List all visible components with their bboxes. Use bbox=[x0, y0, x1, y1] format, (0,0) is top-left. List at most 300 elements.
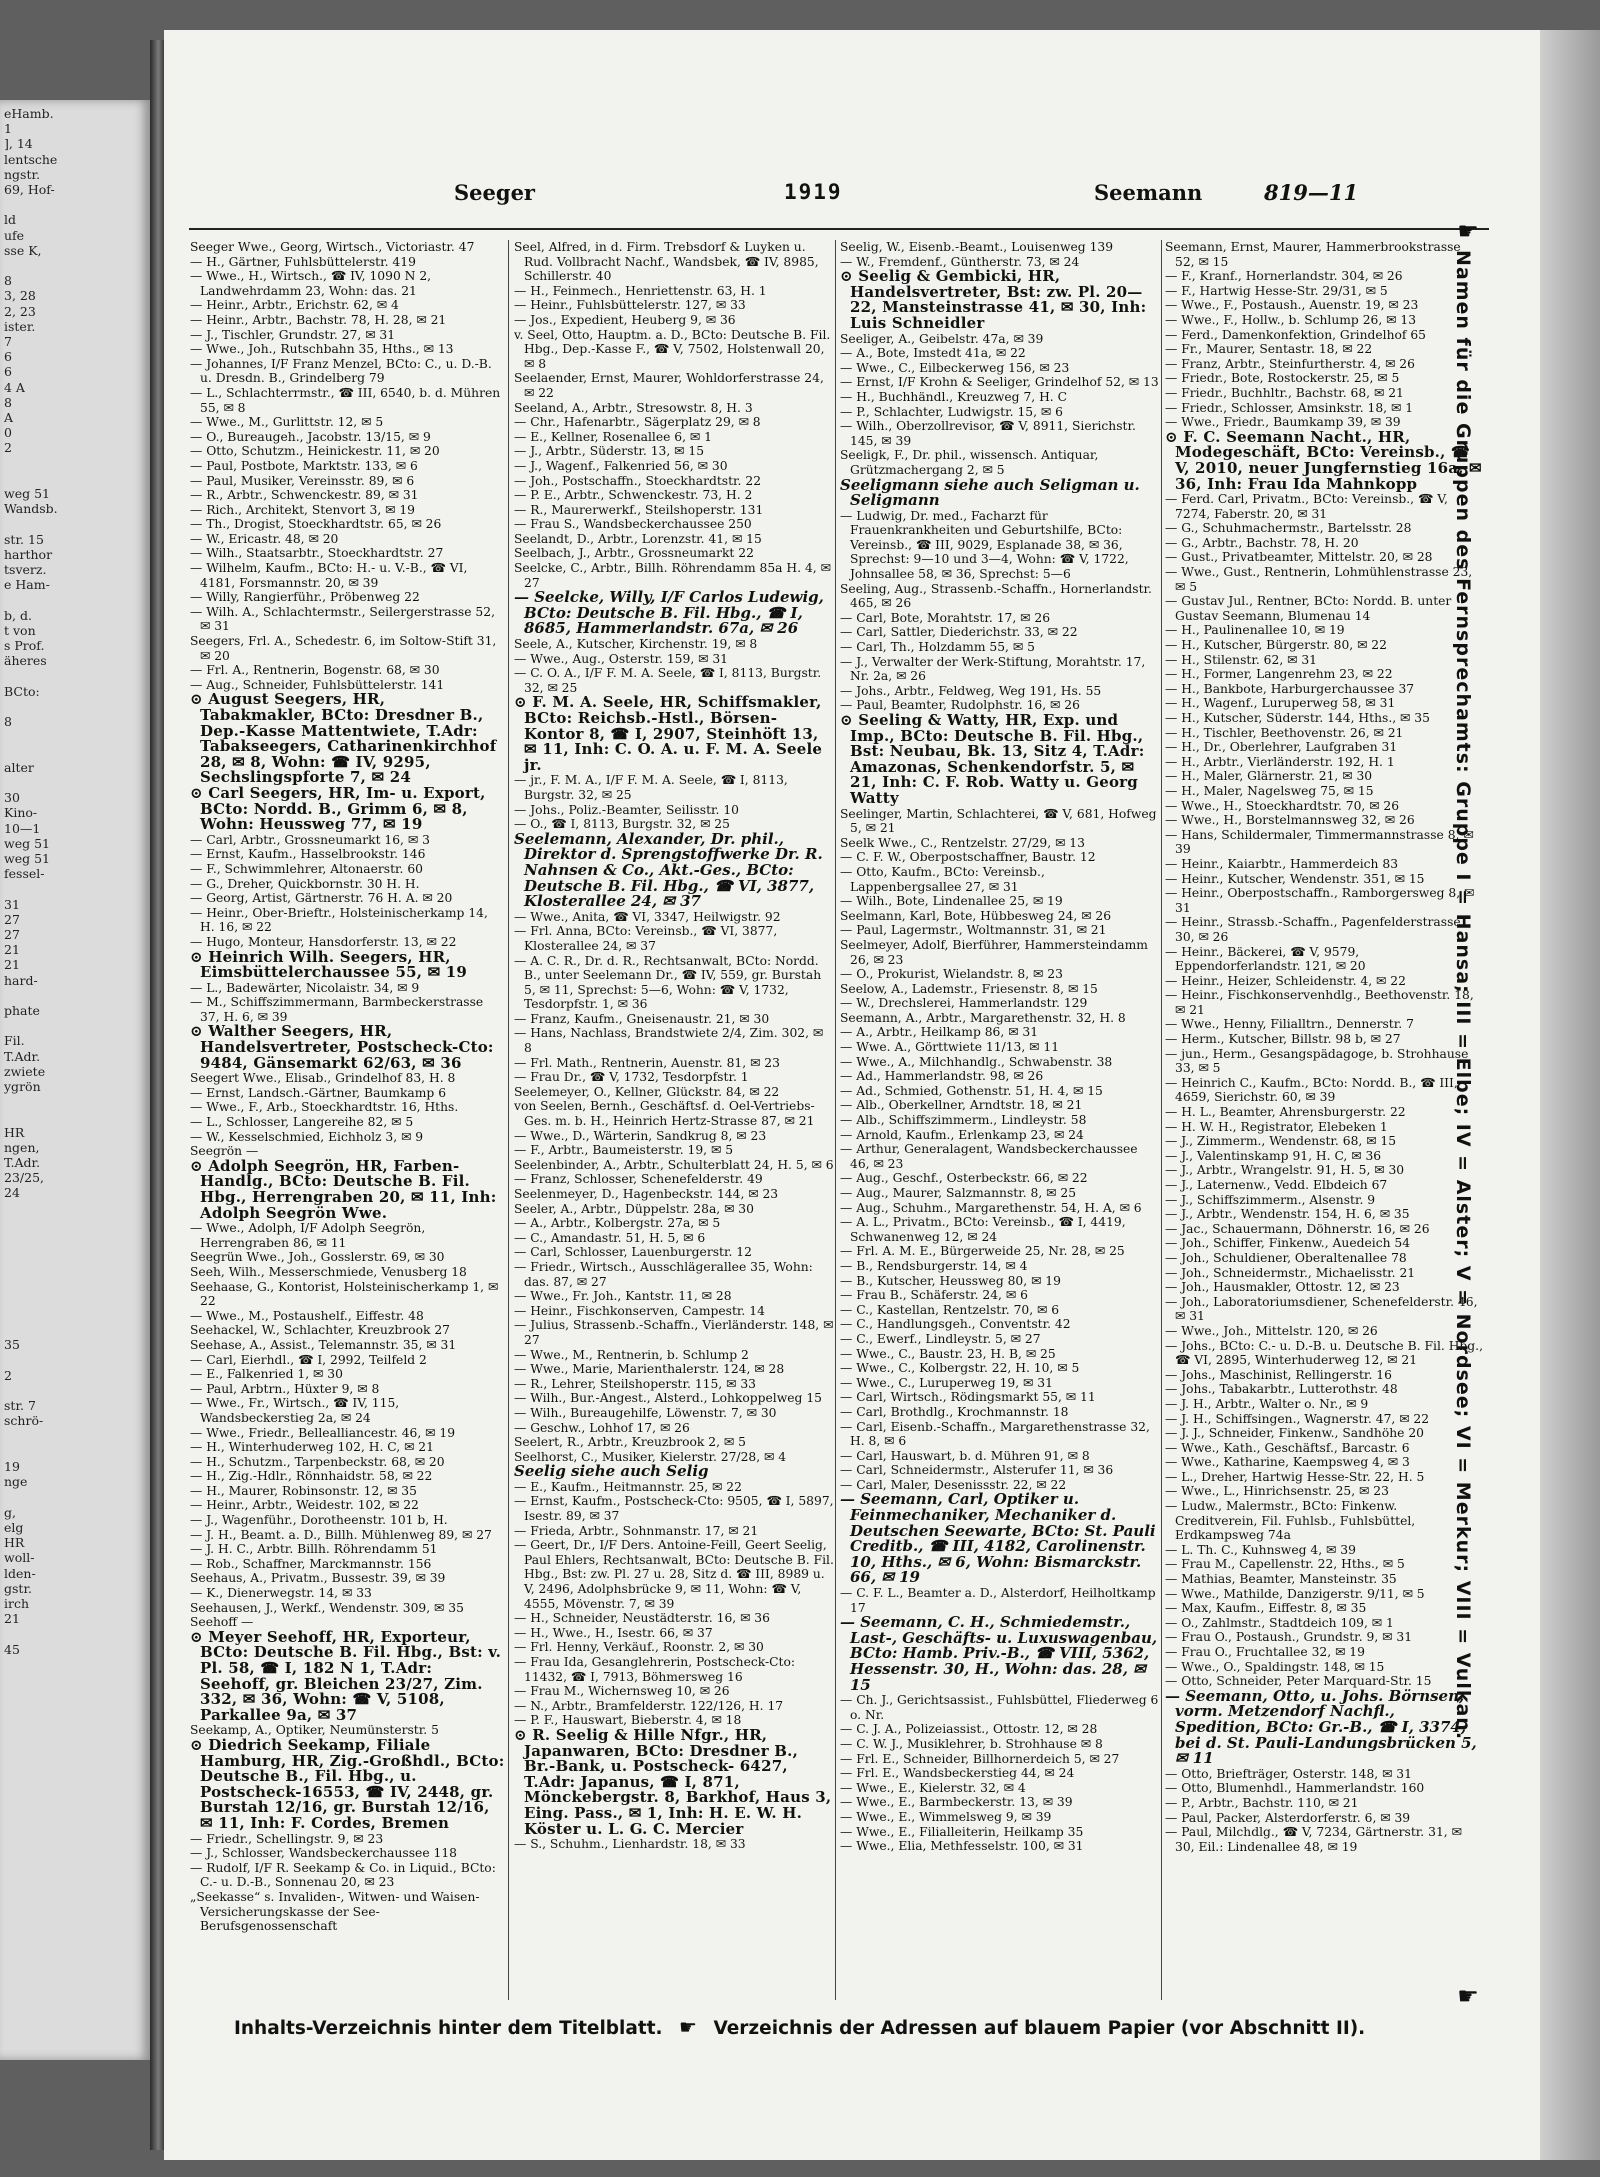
entry-text: — H., Arbtr., Vierländerstr. 192, H. 1 bbox=[1165, 754, 1395, 769]
entry-text: — Georg, Artist, Gärtnerstr. 76 H. A. ✉ 20 bbox=[190, 891, 453, 906]
entry-text: — H., Bankbote, Harburgerchaussee 37 bbox=[1165, 681, 1415, 696]
directory-entry bbox=[190, 255, 505, 270]
entry-text: Seelandt, D., Arbtr., Lorenzstr. 41, ✉ 15 bbox=[514, 531, 762, 546]
directory-entry bbox=[840, 865, 1160, 894]
directory-entry bbox=[1165, 1441, 1483, 1456]
entry-text: — Friedr., Buchhltr., Bachstr. 68, ✉ 21 bbox=[1165, 385, 1404, 400]
entry-text: — Franz, Arbtr., Steinfurtherstr. 4, ✉ 26 bbox=[1165, 356, 1415, 371]
directory-entry bbox=[1165, 1266, 1483, 1281]
entry-text: ⊙ Diedrich Seekamp, Filiale Hamburg, HR, Zig.-Großhdl., BCto: Deutsche B., Fil. Hbg., u. Postscheck-16553, ☎ IV, 2448, gr. Burstah 12/16, gr. Burstah 12/16, ✉ 11, Inh: F. Cordes, Bremen bbox=[190, 1735, 505, 1832]
directory-entry bbox=[514, 1143, 834, 1158]
entry-text: — Frl. Math., Rentnerin, Auenstr. 81, ✉ 23 bbox=[514, 1055, 780, 1070]
entry-text: — L., Dreher, Hartwig Hesse-Str. 22, H. 5 bbox=[1165, 1469, 1425, 1484]
fragment-line bbox=[4, 456, 150, 471]
entry-text: — Willy, Rangierführ., Pröbenweg 22 bbox=[190, 590, 420, 605]
entry-text: — Rich., Architekt, Stenvort 3, ✉ 19 bbox=[190, 502, 416, 517]
fragment-line: weg 51 bbox=[4, 835, 50, 851]
directory-entry bbox=[1165, 1163, 1483, 1178]
entry-text: — Wwe., Katharine, Kaempsweg 4, ✉ 3 bbox=[1165, 1455, 1410, 1470]
directory-entry bbox=[190, 1265, 505, 1280]
directory-entry bbox=[840, 640, 1160, 655]
entry-text: — Geert, Dr., I/F Ders. Antoine-Feill, Geert Seelig, Paul Ehlers, Rechtsanwalt, BCto: Deutsche B. Fil. Hbg., Bst: zw. Pl. 27 u. 28, Sitz d. ☎ III, 8989 u. V, 2496, Adolphsbrücke 9, ✉ 11, Wohn: ☎ V, 4555, Mövenstr. 7, ✉ 39 bbox=[514, 1538, 834, 1611]
directory-entry bbox=[840, 240, 1160, 255]
entry-text: — Wwe., H., Wirtsch., ☎ IV, 1090 N 2, Landwehrdamm 23, Wohn: das. 21 bbox=[190, 269, 432, 298]
directory-entry bbox=[840, 1390, 1160, 1405]
entry-text: — J., Verwalter der Werk-Stiftung, Morahtstr. 17, Nr. 2a, ✉ 26 bbox=[840, 654, 1146, 684]
directory-entry bbox=[190, 1323, 505, 1338]
entry-text: ⊙ F. C. Seemann Nacht., HR, Modegeschäft, BCto: Vereinsb., ☎ V, 2010, neuer Jungfernstieg 16a, ✉ 36, Inh: Frau Ida Mahnkopp bbox=[1165, 427, 1482, 493]
fragment-line: lden- bbox=[4, 1565, 36, 1581]
entry-text: — Paul, Milchdlg., ☎ V, 7234, Gärtnerstr. 31, ✉ 30, Eil.: Lindenallee 48, ✉ 19 bbox=[1165, 1825, 1462, 1854]
entry-text: — Ludw., Malermstr., BCto: Finkenw. Creditverein, Fil. Fuhlsb., Fuhlsbüttel, Erdkampsweg 74a bbox=[1165, 1499, 1416, 1543]
header-rule bbox=[189, 228, 1489, 230]
entry-text: — Heinr., Fischkonservenhdlg., Beethovenstr. 18, ✉ 21 bbox=[1165, 988, 1474, 1017]
entry-text: — Johs., Tabakarbtr., Lutterothstr. 48 bbox=[1165, 1382, 1398, 1397]
fragment-line: nge bbox=[4, 1474, 28, 1490]
fragment-line bbox=[4, 1429, 150, 1444]
entry-text: Seeliger, A., Geibelstr. 47a, ✉ 39 bbox=[840, 331, 1044, 346]
page-number: 819—11 bbox=[1264, 180, 1359, 205]
directory-entry bbox=[514, 1245, 834, 1260]
directory-entry bbox=[514, 1435, 834, 1450]
directory-entry bbox=[840, 1084, 1160, 1099]
directory-entry bbox=[514, 1626, 834, 1641]
directory-entry bbox=[1165, 1825, 1483, 1854]
fragment-line bbox=[4, 669, 150, 684]
fragment-line bbox=[4, 1261, 150, 1276]
directory-entry bbox=[514, 1377, 834, 1392]
fragment-line bbox=[4, 1322, 150, 1337]
directory-entry bbox=[190, 1100, 505, 1115]
entry-text: — Heinr., Kutscher, Wendenstr. 351, ✉ 15 bbox=[1165, 871, 1425, 886]
directory-entry bbox=[840, 1839, 1160, 1854]
entry-text: — Arthur, Generalagent, Wandsbeckerchaussee 46, ✉ 23 bbox=[840, 1142, 1138, 1171]
directory-entry bbox=[1165, 1222, 1483, 1237]
fragment-line: ld bbox=[4, 212, 16, 228]
entry-text: — H., Buchhändl., Kreuzweg 7, H. C bbox=[840, 389, 1068, 404]
directory-entry bbox=[190, 357, 505, 386]
directory-entry bbox=[190, 1130, 505, 1145]
directory-entry bbox=[514, 503, 834, 518]
entry-text: — R., Maurerwerkf., Steilshoperstr. 131 bbox=[514, 502, 764, 517]
entry-text: ⊙ Walther Seegers, HR, Handelsvertreter, Postscheck-Cto: 9484, Gänsemarkt 62/63, ✉ 36 bbox=[190, 1022, 494, 1072]
directory-entry bbox=[840, 611, 1160, 626]
directory-entry bbox=[190, 1832, 505, 1847]
fragment-line bbox=[4, 471, 150, 486]
directory-entry bbox=[840, 1201, 1160, 1216]
entry-text: — O., ☎ I, 8113, Burgstr. 32, ✉ 25 bbox=[514, 817, 730, 832]
entry-text: — J. H. C., Arbtr. Billh. Röhrendamm 51 bbox=[190, 1542, 438, 1557]
entry-text: — Wwe., C., Kolbergstr. 22, H. 10, ✉ 5 bbox=[840, 1361, 1080, 1376]
entry-text: — A. L., Privatm., BCto: Vereinsb., ☎ I, 4419, Schwanenweg 12, ✉ 24 bbox=[840, 1215, 1126, 1244]
entry-text: — J., Schlosser, Wandsbeckerchaussee 118 bbox=[190, 1846, 457, 1861]
directory-entry bbox=[1165, 1796, 1483, 1811]
fragment-line: 6 bbox=[4, 349, 12, 365]
directory-entry bbox=[840, 361, 1160, 376]
footer-blue-paper-note: Verzeichnis der Adressen auf blauem Papier (vor Abschnitt II). bbox=[713, 2018, 1366, 2039]
directory-entry bbox=[190, 862, 505, 877]
entry-text: — Fr., Maurer, Sentastr. 18, ✉ 22 bbox=[1165, 342, 1373, 357]
entry-text: — Wwe., D., Wärterin, Sandkrug 8, ✉ 23 bbox=[514, 1128, 767, 1143]
entry-text: Seehausen, J., Werkf., Wendenstr. 309, ✉ 35 bbox=[190, 1600, 464, 1615]
entry-text: — Seemann, C. H., Schmiedemstr., Last-, Geschäfts- u. Luxuswagenbau, BCto: Hamb. Priv.-B., ☎ VIII, 5362, Hessenstr. 30, H., Wohn: das. 28, ✉ 15 bbox=[840, 1613, 1158, 1694]
directory-entry bbox=[514, 1172, 834, 1187]
directory-entry bbox=[514, 1099, 834, 1128]
directory-entry bbox=[190, 517, 505, 532]
entry-text: — Wwe., F., Hollw., b. Schlump 26, ✉ 13 bbox=[1165, 312, 1417, 327]
fragment-line: 21 bbox=[4, 1611, 20, 1627]
entry-text: — A. C. R., Dr. d. R., Rechtsanwalt, BCto: Nordd. B., unter Seelemann Dr., ☎ IV, 559, gr. Burstah 5, ✉ 11, Sprechst: 5—6, Wohn: ☎ V, 1732, Tesdorpfstr. 1, ✉ 36 bbox=[514, 953, 822, 1012]
entry-text: — H. W. H., Registrator, Elebeken 1 bbox=[1165, 1119, 1388, 1134]
entry-text: — Hans, Nachlass, Brandstwiete 2/4, Zim. 302, ✉ 8 bbox=[514, 1026, 824, 1056]
directory-entry bbox=[514, 444, 834, 459]
directory-entry bbox=[1165, 1660, 1483, 1675]
footer-index-note: Inhalts-Verzeichnis hinter dem Titelblatt. bbox=[234, 2018, 663, 2039]
directory-entry bbox=[514, 695, 834, 773]
directory-entry bbox=[840, 509, 1160, 582]
entry-text: — Seelcke, Willy, I/F Carlos Ludewig, BCto: Deutsche B. Fil. Hbg., ☎ I, 8685, Hammerlandstr. 67a, ✉ 26 bbox=[514, 588, 824, 638]
entry-text: — O., Zahlmstr., Stadtdeich 109, ✉ 1 bbox=[1165, 1615, 1394, 1630]
entries-column-3 bbox=[840, 240, 1160, 2000]
entry-text: — Hans, Schildermaler, Timmermannstrasse 8, ✉ 39 bbox=[1165, 827, 1474, 857]
page-edge-shadow bbox=[1540, 30, 1600, 2160]
directory-entry bbox=[190, 1338, 505, 1353]
directory-entry bbox=[1165, 1412, 1483, 1427]
directory-entry bbox=[514, 590, 834, 637]
directory-entry bbox=[840, 996, 1160, 1011]
entry-text: — J. J., Schneider, Finkenw., Sandhöhe 20 bbox=[1165, 1426, 1425, 1441]
entry-text: — Jac., Schauermann, Döhnerstr. 16, ✉ 26 bbox=[1165, 1221, 1430, 1236]
entry-text: — J., Arbtr., Süderstr. 13, ✉ 15 bbox=[514, 444, 705, 459]
directory-entry bbox=[840, 1317, 1160, 1332]
entry-text: Seel, Alfred, in d. Firm. Trebsdorf & Luyken u. Rud. Vollbracht Nachf., Wandsbek, ☎ IV, 8985, Schillerstr. 40 bbox=[514, 240, 819, 284]
directory-entry bbox=[190, 444, 505, 459]
entry-text: — Carl, Arbtr., Grossneumarkt 16, ✉ 3 bbox=[190, 832, 430, 847]
directory-entry bbox=[514, 1524, 834, 1539]
directory-entry bbox=[840, 419, 1160, 448]
entry-text: — C. O. A., I/F F. M. A. Seele, ☎ I, 8113, Burgstr. 32, ✉ 25 bbox=[514, 666, 822, 695]
fragment-line: str. 15 bbox=[4, 531, 44, 547]
fragment-line: ister. bbox=[4, 318, 36, 334]
entry-text: — Carl, Eierhdl., ☎ I, 2992, Teilfeld 2 bbox=[190, 1352, 427, 1367]
directory-entry bbox=[190, 1353, 505, 1368]
entry-text: — H., Wwe., H., Isestr. 66, ✉ 37 bbox=[514, 1625, 713, 1640]
entry-text: — Wwe., Henny, Filialltrn., Dennerstr. 7 bbox=[1165, 1017, 1414, 1032]
fragment-line: 21 bbox=[4, 957, 20, 973]
directory-entry bbox=[840, 1766, 1160, 1781]
directory-entry bbox=[840, 1040, 1160, 1055]
directory-entry bbox=[190, 1426, 505, 1441]
directory-entry bbox=[1165, 1426, 1483, 1441]
entry-text: — J., Valentinskamp 91, H. C, ✉ 36 bbox=[1165, 1148, 1382, 1163]
entry-text: — J. H., Beamt. a. D., Billh. Mühlenweg 89, ✉ 27 bbox=[190, 1527, 492, 1542]
directory-entry bbox=[514, 1158, 834, 1173]
directory-entry bbox=[1165, 1295, 1483, 1324]
directory-entry bbox=[514, 1056, 834, 1071]
directory-entry bbox=[840, 269, 1160, 331]
directory-entry bbox=[1165, 427, 1483, 493]
entry-text: — Wwe., E., Kielerstr. 32, ✉ 4 bbox=[840, 1780, 1026, 1795]
entry-text: — Heinr., Bäckerei, ☎ V, 9579, Eppendorferlandstr. 121, ✉ 20 bbox=[1165, 944, 1366, 974]
entry-text: — Max, Kaufm., Eiffestr. 8, ✉ 35 bbox=[1165, 1601, 1367, 1616]
directory-entry bbox=[1165, 1236, 1483, 1251]
fragment-line: elg bbox=[4, 1519, 24, 1535]
directory-entry bbox=[840, 1025, 1160, 1040]
entry-text: — Ernst, Landsch.-Gärtner, Baumkamp 6 bbox=[190, 1085, 447, 1100]
directory-entry bbox=[1165, 623, 1483, 638]
entry-text: — Paul, Packer, Alsterdorferstr. 6, ✉ 39 bbox=[1165, 1810, 1411, 1825]
entry-text: — Wwe., C., Eilbeckerweg 156, ✉ 23 bbox=[840, 360, 1070, 375]
fragment-line: 8 bbox=[4, 273, 12, 289]
entry-text: — Ch. J., Gerichtsassist., Fuhlsbüttel, Fliederweg 6 o. Nr. bbox=[840, 1693, 1159, 1722]
directory-entry bbox=[840, 1128, 1160, 1143]
directory-entry bbox=[190, 1484, 505, 1499]
directory-entry bbox=[1165, 1207, 1483, 1222]
directory-entry bbox=[1165, 1499, 1483, 1543]
directory-entry bbox=[1165, 1280, 1483, 1295]
entry-text: Seehaase, G., Kontorist, Holsteinischerkamp 1, ✉ 22 bbox=[190, 1279, 499, 1309]
directory-entry bbox=[1165, 1368, 1483, 1383]
directory-entry bbox=[840, 894, 1160, 909]
directory-entry bbox=[1165, 328, 1483, 343]
entry-text: — Heinr., Ober-Brieftr., Holsteinischerkamp 14, H. 16, ✉ 22 bbox=[190, 905, 488, 935]
directory-entry bbox=[840, 1244, 1160, 1259]
directory-entry bbox=[1165, 1339, 1483, 1368]
fragment-line bbox=[4, 699, 150, 714]
directory-entry bbox=[1165, 1047, 1483, 1076]
entry-text: — C. J. A., Polizeiassist., Ottostr. 12, ✉ 28 bbox=[840, 1722, 1098, 1737]
directory-entry bbox=[514, 637, 834, 652]
page-footer bbox=[234, 2015, 1484, 2039]
directory-entry bbox=[840, 405, 1160, 420]
entry-text: — Frl. Henny, Verkäuf., Roonstr. 2, ✉ 30 bbox=[514, 1640, 764, 1655]
entry-text: — Wwe., C., Baustr. 23, H. B, ✉ 25 bbox=[840, 1346, 1056, 1361]
entry-text: — W., Fremdenf., Güntherstr. 73, ✉ 24 bbox=[840, 254, 1080, 269]
directory-entry bbox=[840, 1011, 1160, 1026]
directory-entry bbox=[514, 1464, 834, 1480]
entry-text: — Paul, Arbtrn., Hüxter 9, ✉ 8 bbox=[190, 1381, 380, 1396]
entry-text: — Frau Dr., ☎ V, 1732, Tesdorpfstr. 1 bbox=[514, 1070, 749, 1085]
directory-entry bbox=[1165, 1767, 1483, 1782]
entry-text: — Aug., Schuhm., Margarethenstr. 54, H. A, ✉ 6 bbox=[840, 1200, 1142, 1215]
directory-entry bbox=[840, 1288, 1160, 1303]
entry-text: — Hugo, Monteur, Hansdorferstr. 13, ✉ 22 bbox=[190, 934, 457, 949]
page-header bbox=[164, 180, 1540, 216]
entry-text: — Aug., Maurer, Salzmannstr. 8, ✉ 25 bbox=[840, 1186, 1077, 1200]
entry-text: — Wilhelm, Kaufm., BCto: H.- u. V.-B., ☎ VI, 4181, Forsmannstr. 20, ✉ 39 bbox=[190, 561, 468, 590]
fragment-line bbox=[4, 516, 150, 531]
directory-entry bbox=[190, 847, 505, 862]
entry-text: — Johs., Poliz.-Beamter, Seilisstr. 10 bbox=[514, 802, 740, 817]
fragment-line: 69, Hof- bbox=[4, 182, 55, 198]
entry-text: v. Seel, Otto, Hauptm. a. D., BCto: Deutsche B. Fil. Hbg., Dep.-Kasse F., ☎ V, 7502, Holstenwall 20, ✉ 8 bbox=[514, 327, 831, 371]
directory-entry bbox=[1165, 1601, 1483, 1616]
entry-text: — C., Amandastr. 51, H. 5, ✉ 6 bbox=[514, 1230, 706, 1245]
entry-text: — Frl. Anna, BCto: Vereinsb., ☎ VI, 3877, Klosterallee 24, ✉ 37 bbox=[514, 924, 778, 953]
fragment-line bbox=[4, 988, 150, 1003]
directory-entry bbox=[1165, 284, 1483, 299]
directory-entry bbox=[840, 1810, 1160, 1825]
directory-entry bbox=[190, 663, 505, 678]
directory-entry bbox=[1165, 1616, 1483, 1631]
fragment-line: ygrön bbox=[4, 1079, 41, 1094]
entry-text: — J., Arbtr., Wendenstr. 154, H. 6, ✉ 35 bbox=[1165, 1207, 1410, 1222]
directory-entry bbox=[514, 1538, 834, 1611]
entry-text: ⊙ R. Seelig & Hille Nfgr., HR, Japanwaren, BCto: Dresdner B., Br.-Bank, u. Postscheck- 6427, T.Adr: Japanus, ☎ I, 871, Mönckebergstr. 8, Barkhof, Haus 3, Eing. Pass., ✉ 1, Inh: H. E. W. H. Köster u. L. G. C. Mercier bbox=[514, 1725, 832, 1838]
entry-text: Seegers, Frl. A., Schedestr. 6, im Soltow-Stift 31, ✉ 20 bbox=[190, 634, 497, 663]
fragment-line: Fil. bbox=[4, 1033, 25, 1049]
directory-entry bbox=[840, 1752, 1160, 1767]
directory-entry bbox=[1165, 342, 1483, 357]
directory-entry bbox=[514, 1202, 834, 1217]
entry-text: — Joh., Schuldiener, Oberaltenallee 78 bbox=[1165, 1250, 1407, 1265]
directory-entry bbox=[514, 1070, 834, 1085]
directory-entry bbox=[840, 1693, 1160, 1722]
entry-text: Seelig siehe auch Selig bbox=[514, 1462, 709, 1481]
fragment-line: weg 51 bbox=[4, 850, 50, 866]
entry-text: — G., Schuhmachermstr., Bartelsstr. 28 bbox=[1165, 521, 1412, 536]
fragment-line bbox=[4, 1383, 150, 1398]
fragment-line: BCto: bbox=[4, 683, 40, 699]
fragment-line bbox=[4, 881, 150, 896]
entry-text: — H. L., Beamter, Ahrensburgerstr. 22 bbox=[1165, 1105, 1406, 1120]
entry-text: — H., Kutscher, Bürgerstr. 80, ✉ 22 bbox=[1165, 638, 1387, 653]
entry-text: ⊙ Meyer Seehoff, HR, Exporteur, BCto: Deutsche B. Fil. Hbg., Bst: v. Pl. 58, ☎ I, 182 N 1, T.Adr: Seehoff, gr. Bleichen 23/27, Zim. 332, ✉ 36, Wohn: ☎ V, 5108, Parkallee 9a, ✉ 37 bbox=[190, 1627, 502, 1724]
directory-entry bbox=[840, 346, 1160, 361]
directory-entry bbox=[1165, 1076, 1483, 1105]
entry-text: — H., Dr., Oberlehrer, Laufgraben 31 bbox=[1165, 740, 1398, 755]
fragment-line: 10—1 bbox=[4, 820, 41, 836]
directory-entry bbox=[1165, 1572, 1483, 1587]
entry-text: — Friedr., Wirtsch., Ausschlägerallee 35, Wohn: das. 87, ✉ 27 bbox=[514, 1259, 813, 1289]
entry-text: — Joh., Schiffer, Finkenw., Auedeich 54 bbox=[1165, 1236, 1411, 1251]
directory-entry bbox=[1165, 269, 1483, 284]
entry-text: — W., Ericastr. 48, ✉ 20 bbox=[190, 531, 339, 546]
directory-entry bbox=[1165, 1587, 1483, 1602]
entry-text: — H., Kutscher, Süderstr. 144, Hths., ✉ 35 bbox=[1165, 711, 1430, 725]
entry-text: — H., Feinmech., Henriettenstr. 63, H. 1 bbox=[514, 283, 767, 298]
directory-entry bbox=[1165, 1470, 1483, 1485]
entry-text: — J., Schiffszimmerm., Alsenstr. 9 bbox=[1165, 1192, 1376, 1207]
directory-entry bbox=[1165, 1811, 1483, 1826]
directory-entry bbox=[190, 298, 505, 313]
directory-entry bbox=[190, 459, 505, 474]
entry-text: — Rudolf, I/F R. Seekamp & Co. in Liquid., BCto: C.- u. D.-B., Sonnenau 20, ✉ 23 bbox=[190, 1860, 496, 1890]
directory-entry bbox=[190, 313, 505, 328]
entry-text: — G., Dreher, Quickbornstr. 30 H. H. bbox=[190, 876, 420, 891]
fragment-line bbox=[4, 1246, 150, 1261]
directory-entry bbox=[514, 1480, 834, 1495]
entry-text: — Johs., Arbtr., Feldweg, Weg 191, Hs. 55 bbox=[840, 683, 1102, 698]
directory-entry bbox=[190, 1627, 505, 1724]
directory-entry bbox=[190, 1455, 505, 1470]
entries-column-4 bbox=[1165, 240, 1483, 2000]
fragment-line: 27 bbox=[4, 926, 20, 942]
directory-entry bbox=[190, 1280, 505, 1309]
entry-text: — M., Schiffszimmermann, Barmbeckerstrasse 37, H. 6, ✉ 39 bbox=[190, 995, 484, 1024]
entry-text: Seemann, A., Arbtr., Margarethenstr. 32, H. 8 bbox=[840, 1010, 1126, 1025]
directory-entry bbox=[840, 684, 1160, 699]
entry-text: Seehackel, W., Schlachter, Kreuzbrook 27 bbox=[190, 1323, 450, 1338]
directory-entry bbox=[190, 561, 505, 590]
entry-text: — Frau O., Postaush., Grundstr. 9, ✉ 31 bbox=[1165, 1630, 1413, 1645]
entry-text: — Wwe., M., Rentnerin, b. Schlump 2 bbox=[514, 1347, 749, 1362]
header-left-keyword: Seeger bbox=[454, 180, 535, 205]
entry-text: Seegrön — bbox=[190, 1144, 259, 1159]
entry-text: — Alb., Oberkellner, Arndtstr. 18, ✉ 21 bbox=[840, 1098, 1083, 1113]
column-divider bbox=[835, 240, 836, 2000]
fragment-line: gstr. bbox=[4, 1580, 33, 1596]
entry-text: — Jos., Expedient, Heuberg 9, ✉ 36 bbox=[514, 312, 736, 327]
entry-text: — Heinr., Fischkonserven, Campestr. 14 bbox=[514, 1303, 765, 1318]
fragment-line: g, bbox=[4, 1504, 16, 1520]
fragment-line: Kino- bbox=[4, 805, 38, 821]
entry-text: — Heinr., Kaiarbtr., Hammerdeich 83 bbox=[1165, 856, 1399, 871]
directory-entry bbox=[514, 517, 834, 532]
directory-entry bbox=[1165, 1120, 1483, 1135]
directory-entry bbox=[1165, 1149, 1483, 1164]
fragment-line: alter bbox=[4, 759, 34, 775]
entry-text: ⊙ Adolph Seegrön, HR, Farben-Handlg., BCto: Deutsche B. Fil. Hbg., Herrengraben 20, ✉ 11, Inh: Adolph Seegrön Wwe. bbox=[190, 1156, 497, 1222]
directory-entry bbox=[1165, 1324, 1483, 1339]
directory-entry bbox=[1165, 886, 1483, 915]
entry-text: Seeligk, F., Dr. phil., wissensch. Antiquar, Grützmachergang 2, ✉ 5 bbox=[840, 448, 1099, 477]
directory-entry bbox=[1165, 857, 1483, 872]
directory-entry bbox=[190, 947, 505, 982]
directory-entry bbox=[840, 1825, 1160, 1840]
entry-text: — P., Schlachter, Ludwigstr. 15, ✉ 6 bbox=[840, 404, 1063, 419]
entry-text: — Heinr., Arbtr., Weidestr. 102, ✉ 22 bbox=[190, 1498, 419, 1513]
directory-page bbox=[164, 30, 1540, 2160]
entry-text: — Wwe., H., Stoeckhardtstr. 70, ✉ 26 bbox=[1165, 798, 1400, 813]
entry-text: — B., Rendsburgerstr. 14, ✉ 4 bbox=[840, 1258, 1028, 1273]
fragment-line: b, d. bbox=[4, 607, 32, 623]
entry-text: — H., Tischler, Beethovenstr. 26, ✉ 21 bbox=[1165, 725, 1404, 740]
entry-text: — R., Arbtr., Schwenckestr. 89, ✉ 31 bbox=[190, 488, 419, 503]
directory-entry bbox=[190, 342, 505, 357]
fragment-line: zwiete bbox=[4, 1063, 46, 1079]
directory-entry bbox=[514, 1260, 834, 1289]
directory-entry bbox=[514, 488, 834, 503]
entry-text: — Frieda, Arbtr., Sohnmanstr. 17, ✉ 21 bbox=[514, 1523, 759, 1538]
entry-text: — Joh., Schneidermstr., Michaelisstr. 21 bbox=[1165, 1265, 1416, 1280]
entry-text: Seelemeyer, O., Kellner, Glückstr. 84, ✉ 22 bbox=[514, 1084, 780, 1099]
fragment-line bbox=[4, 593, 150, 608]
directory-entry bbox=[1165, 1382, 1483, 1397]
book-binding bbox=[150, 40, 164, 2150]
entry-text: — Aug., Schneider, Fuhlsbüttelerstr. 141 bbox=[190, 677, 445, 692]
directory-entry bbox=[190, 590, 505, 605]
entry-text: Seeling, Aug., Strassenb.-Schaffn., Hornerlandstr. 465, ✉ 26 bbox=[840, 581, 1152, 611]
entry-text: — Johannes, I/F Franz Menzel, BCto: C., u. D.-B. u. Dresdn. B., Grindelberg 79 bbox=[190, 356, 492, 386]
directory-entry bbox=[840, 1113, 1160, 1128]
directory-entry bbox=[514, 328, 834, 372]
entry-text: — Gust., Privatbeamter, Mittelstr. 20, ✉ 28 bbox=[1165, 550, 1433, 565]
fragment-line: 27 bbox=[4, 911, 20, 927]
directory-entry bbox=[190, 532, 505, 547]
directory-entry bbox=[840, 475, 1160, 510]
directory-entry bbox=[190, 1250, 505, 1265]
entry-text: „Seekasse“ s. Invaliden-, Witwen- und Waisen-Versicherungskasse der See-Berufsgenossenschaft bbox=[190, 1889, 480, 1934]
directory-entry bbox=[1165, 813, 1483, 828]
directory-entry bbox=[190, 1086, 505, 1101]
fragment-line: 2, 23 bbox=[4, 303, 36, 319]
fragment-line: 8 bbox=[4, 394, 12, 410]
directory-entry bbox=[514, 1231, 834, 1246]
pointing-hand-icon: ☛ bbox=[1457, 1982, 1479, 2010]
entry-text: — Franz, Kaufm., Gneisenaustr. 21, ✉ 30 bbox=[514, 1011, 770, 1026]
entry-text: — E., Falkenried 1, ✉ 30 bbox=[190, 1367, 343, 1382]
